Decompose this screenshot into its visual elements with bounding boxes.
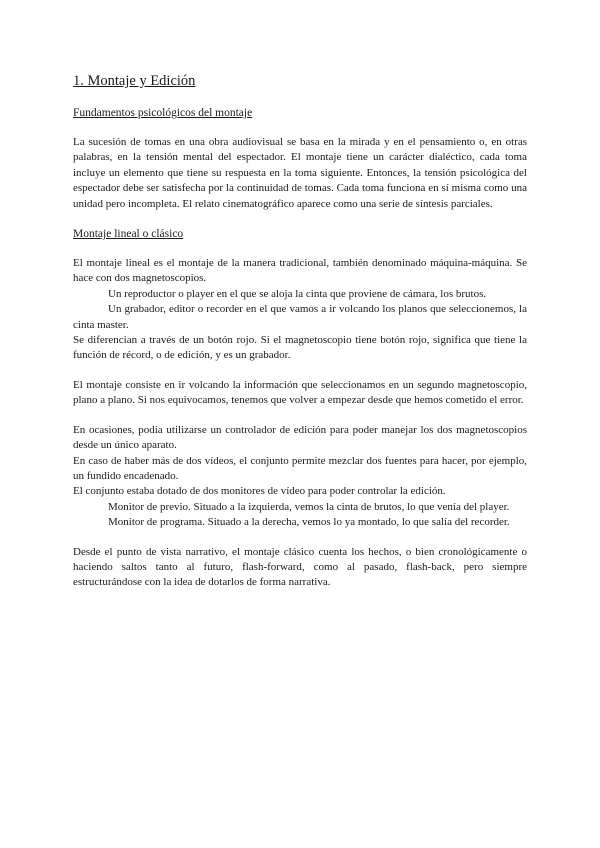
paragraph-volcado: El montaje consiste en ir volcando la información que seleccionamos en un segundo magnetoscopio, plano a plano. Si nos equivocamos, tenemos que volver a empezar desde que hemos cometido el error. — [73, 378, 527, 407]
paragraph-controlador: En ocasiones, podía utilizarse un controlador de edición para poder manejar los dos magnetoscopios desde un único aparato. — [73, 423, 527, 452]
paragraph-monitor-previo: Monitor de previo. Situado a la izquierda, vemos la cinta de brutos, lo que venía del player. — [108, 500, 510, 513]
paragraph-reproductor: Un reproductor o player en el que se aloja la cinta que proviene de cámara, los brutos. — [108, 287, 487, 300]
paragraph-narrativa: Desde el punto de vista narrativo, el montaje clásico cuenta los hechos, o bien cronológicamente o haciendo saltos tanto al futuro, flash-forward, como al pasado, flash-back, pero siempre estructurándose con la idea de dotarlos de forma narrativa. — [73, 545, 527, 589]
paragraph-monitor-programa: Monitor de programa. Situado a la derecha, vemos lo ya montado, lo que salía del recorder. — [108, 516, 510, 529]
paragraph-mas-videos: En caso de haber más de dos vídeos, el conjunto permite mezclar dos fuentes para hacer, por ejemplo, un fundido encadenado. — [73, 454, 527, 482]
paragraph-grabador: Un grabador, editor o recorder en el que vamos a ir volcando los planos que seleccionemos, la cinta master. — [73, 303, 527, 331]
section-heading-fundamentos: Fundamentos psicológicos del montaje — [73, 107, 253, 119]
document-page — [73, 72, 527, 591]
section-heading-montaje-lineal: Montaje lineal o clásico — [73, 228, 184, 241]
paragraph-fundamentos: La sucesión de tomas en una obra audiovisual se basa en la mirada y en el pensamiento o, en otras palabras, en la tensión mental del espectador. El montaje tiene un carácter dialéctico, cada toma incluye un elemento que tiene su respuesta en la toma siguiente. Entonces, la tensión psicológica del espectador debe ser satisfecha por la continuidad de tomas. Cada toma funciona en sí misma como una unidad pero incompleta. El relato cinematográfico aparece como una serie de síntesis parciales. — [73, 136, 527, 210]
paragraph-montaje-lineal-intro: El montaje lineal es el montaje de la manera tradicional, también denominado máquina-máquina. Se hace con dos magnetoscopios. — [73, 257, 527, 285]
document-title: 1. Montaje y Edición — [73, 73, 196, 89]
paragraph-monitores: El conjunto estaba dotado de dos monitores de vídeo para poder controlar la edición. — [73, 485, 446, 498]
paragraph-boton-rojo: Se diferencian a través de un botón rojo. Si el magnetoscopio tiene botón rojo, significa que tiene la función de récord, o de edición, y es un grabador. — [73, 334, 527, 362]
